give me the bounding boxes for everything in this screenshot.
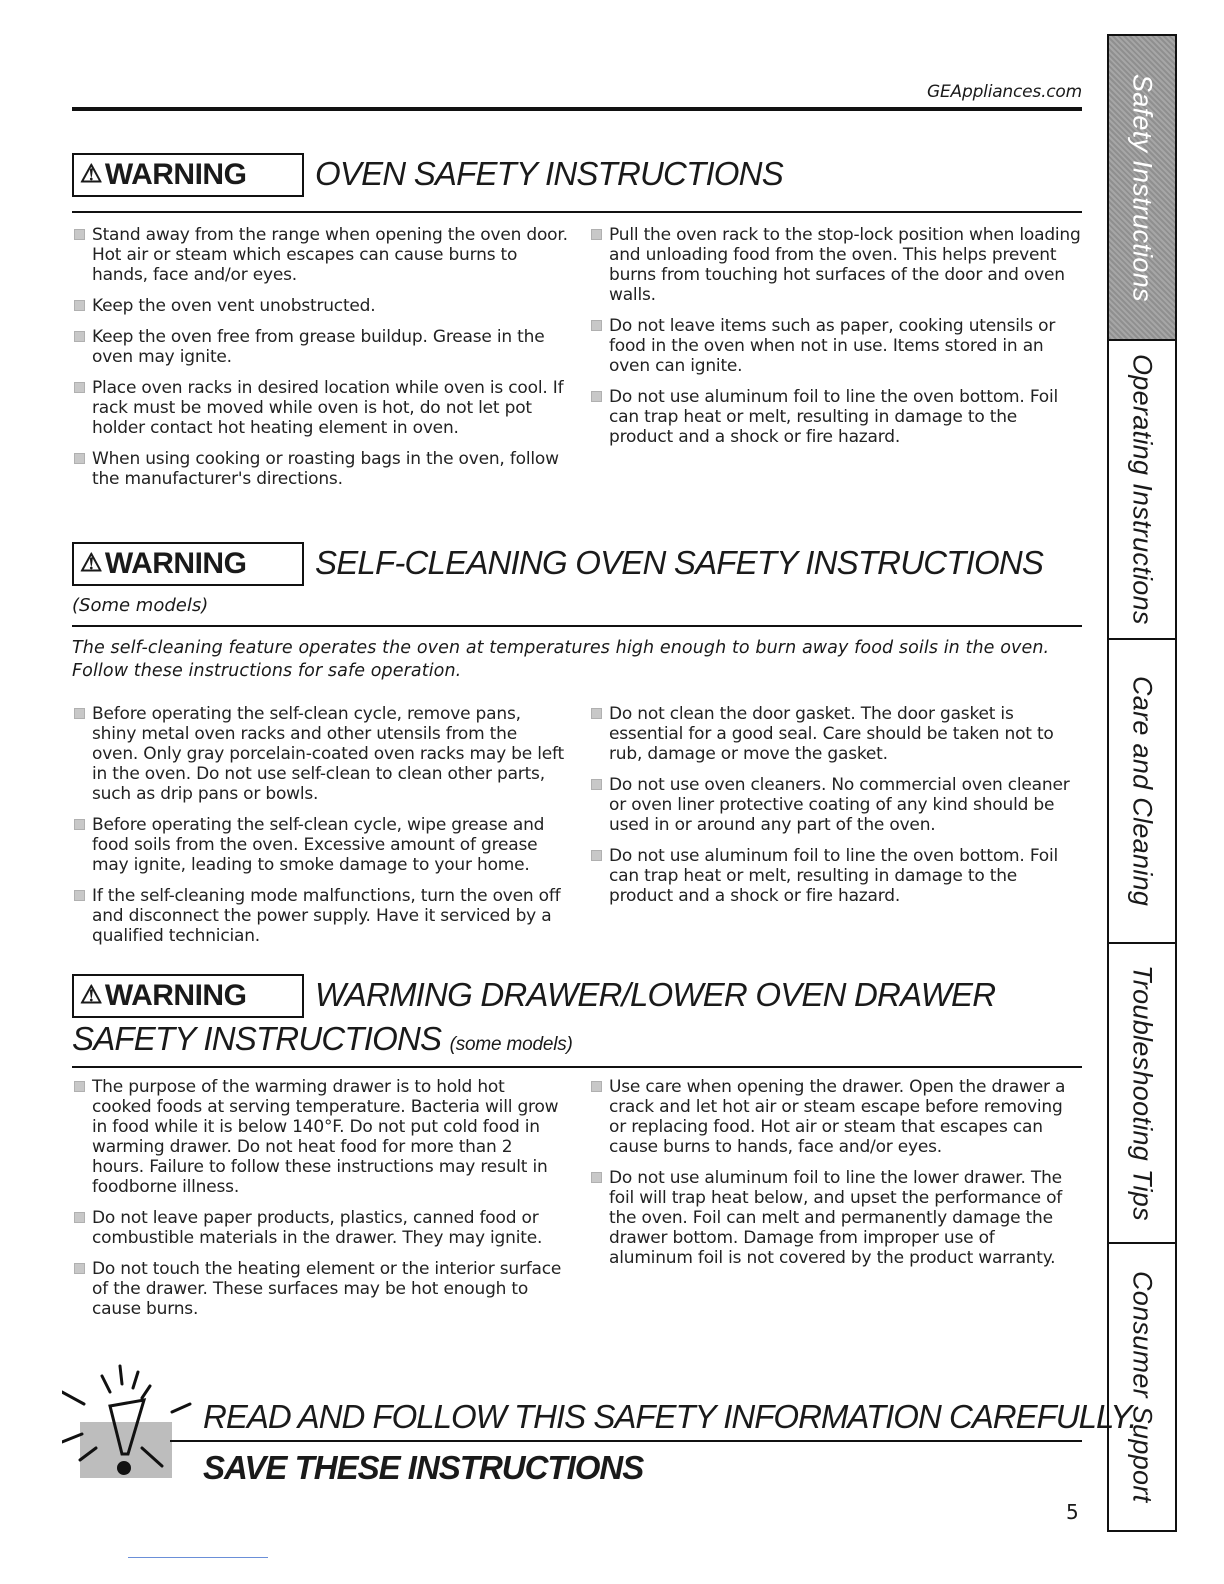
list-item bbox=[72, 704, 564, 804]
tab-safety-instructions[interactable] bbox=[1109, 36, 1175, 339]
bullet-icon bbox=[591, 391, 602, 402]
bullet-icon bbox=[591, 779, 602, 790]
side-tab-bar bbox=[1107, 34, 1177, 1532]
bullet-icon bbox=[74, 331, 85, 342]
bullet-icon bbox=[74, 1263, 85, 1274]
bullet-icon bbox=[74, 453, 85, 464]
drawer-title2-text: SAFETY INSTRUCTIONS bbox=[72, 1020, 442, 1057]
list-item-text: Place oven racks in desired location while oven is cool. If rack must be moved while oven is hot, do not let pot holder contact hot heating element in oven. bbox=[92, 378, 564, 438]
bullet-icon bbox=[591, 320, 602, 331]
warning-label bbox=[72, 153, 304, 197]
list-item-text: Before operating the self-clean cycle, remove pans, shiny metal oven racks and other utensils from the oven. Only gray porcelain-coated oven racks may be left in the oven. Do not use self-clean to clean other parts, such as drip pans or bowls. bbox=[92, 704, 564, 804]
list-item bbox=[589, 775, 1081, 835]
tab-consumer-support[interactable] bbox=[1109, 1244, 1175, 1530]
list-item-text: Before operating the self-clean cycle, wipe grease and food soils from the oven. Excessive amount of grease may ignite, leading to smoke damage to your home. bbox=[92, 815, 545, 875]
list-item-text: Do not leave paper products, plastics, canned food or combustible materials in the drawer. They may ignite. bbox=[92, 1208, 543, 1248]
list-item bbox=[72, 815, 564, 875]
section-rule bbox=[72, 1066, 1082, 1068]
list-item-text: If the self-cleaning mode malfunctions, turn the oven off and disconnect the power supply. Have it serviced by a qualified technician. bbox=[92, 886, 561, 946]
bullet-icon bbox=[74, 300, 85, 311]
list-item-text: Stand away from the range when opening the oven door. Hot air or steam which escapes can cause burns to hands, face and/or eyes. bbox=[92, 225, 568, 285]
list-item bbox=[72, 327, 570, 367]
warning-text: WARNING bbox=[104, 979, 247, 1012]
section-rule bbox=[72, 625, 1082, 627]
list-item-text: Do not use aluminum foil to line the oven bottom. Foil can trap heat or melt, resulting in damage to the product and a shock or fire hazard. bbox=[609, 387, 1059, 447]
list-item bbox=[72, 296, 570, 316]
warning-label bbox=[72, 542, 304, 586]
list-item bbox=[72, 1208, 564, 1248]
self-clean-intro: The self-cleaning feature operates the oven at temperatures high enough to burn away food soils in the oven. Follow these instructions for safe operation. bbox=[72, 638, 1050, 681]
list-item bbox=[72, 1077, 564, 1197]
tab-label: Care and Cleaning bbox=[1127, 675, 1158, 907]
warning-label bbox=[72, 974, 304, 1018]
tab-label: Safety Instructions bbox=[1127, 73, 1158, 302]
read-follow-heading: READ AND FOLLOW THIS SAFETY INFORMATION CAREFULLY. bbox=[203, 1398, 1137, 1435]
list-item-text: Do not use aluminum foil to line the oven bottom. Foil can trap heat or melt, resulting in damage to the product and a shock or fire hazard. bbox=[609, 846, 1059, 906]
bullet-icon bbox=[591, 229, 602, 240]
bullet-icon bbox=[74, 1212, 85, 1223]
tab-label: Troubleshooting Tips bbox=[1127, 965, 1158, 1221]
self-clean-left-column bbox=[72, 704, 564, 957]
list-item-text: Pull the oven rack to the stop-lock position when loading and unloading food from the oven. This helps prevent burns from touching hot surfaces of the door and oven walls. bbox=[609, 225, 1081, 305]
warning-triangle-icon: ⚠ bbox=[80, 549, 102, 577]
header-rule bbox=[72, 107, 1082, 111]
warning-triangle-icon: ⚠ bbox=[80, 160, 102, 188]
oven-right-column bbox=[589, 225, 1081, 458]
bullet-icon bbox=[591, 708, 602, 719]
list-item-text: When using cooking or roasting bags in the oven, follow the manufacturer's directions. bbox=[92, 449, 559, 489]
bullet-icon bbox=[591, 850, 602, 861]
bullet-icon bbox=[74, 708, 85, 719]
oven-safety-title: OVEN SAFETY INSTRUCTIONS bbox=[315, 155, 783, 192]
list-item-text: Do not touch the heating element or the interior surface of the drawer. These surfaces may be hot enough to cause burns. bbox=[92, 1259, 562, 1319]
self-clean-right-column bbox=[589, 704, 1081, 917]
oven-left-column bbox=[72, 225, 570, 500]
list-item bbox=[589, 225, 1081, 305]
bullet-icon bbox=[74, 890, 85, 901]
list-item bbox=[589, 846, 1081, 906]
list-item bbox=[72, 225, 570, 285]
bullet-icon bbox=[74, 382, 85, 393]
list-item bbox=[72, 378, 570, 438]
list-item bbox=[589, 316, 1081, 376]
self-clean-note: (Some models) bbox=[72, 595, 209, 616]
bullet-icon bbox=[591, 1172, 602, 1183]
list-item-text: Keep the oven free from grease buildup. Grease in the oven may ignite. bbox=[92, 327, 545, 367]
warning-text: WARNING bbox=[104, 158, 247, 191]
tab-label: Consumer Support bbox=[1127, 1271, 1158, 1503]
drawer-left-column bbox=[72, 1077, 564, 1330]
list-item-text: Do not clean the door gasket. The door gasket is essential for a good seal. Care should be taken not to rub, damage or move the gasket. bbox=[609, 704, 1054, 764]
caution-exclamation-icon bbox=[62, 1362, 198, 1482]
list-item bbox=[72, 449, 570, 489]
section-rule bbox=[72, 211, 1082, 213]
list-item bbox=[589, 387, 1081, 447]
list-item bbox=[72, 886, 564, 946]
tab-operating-instructions[interactable] bbox=[1109, 341, 1175, 638]
site-url: GEAppliances.com bbox=[927, 82, 1082, 102]
list-item bbox=[72, 1259, 564, 1319]
list-item-text: Use care when opening the drawer. Open the drawer a crack and let hot air or steam escape before removing or replacing food. Hot air or steam that escapes can cause burns to hands, face and/or eyes. bbox=[609, 1077, 1066, 1157]
list-item-text: Do not use oven cleaners. No commercial oven cleaner or oven liner protective coating of any kind should be used in or around any part of the oven. bbox=[609, 775, 1070, 835]
scan-artifact-line bbox=[128, 1557, 268, 1558]
warning-triangle-icon: ⚠ bbox=[80, 981, 102, 1009]
footer-rule bbox=[170, 1440, 1082, 1442]
drawer-title: WARMING DRAWER/LOWER OVEN DRAWER bbox=[315, 976, 996, 1013]
drawer-title2-note: (some models) bbox=[449, 1034, 573, 1055]
drawer-right-column bbox=[589, 1077, 1081, 1279]
self-clean-title: SELF-CLEANING OVEN SAFETY INSTRUCTIONS bbox=[315, 544, 1044, 581]
list-item bbox=[589, 1168, 1081, 1268]
tab-care-and-cleaning[interactable] bbox=[1109, 640, 1175, 942]
list-item-text: The purpose of the warming drawer is to hold hot cooked foods at serving temperature. Bacteria will grow in food while it is below 140°F. Do not put cold food in warming drawer. Do not heat food for more than 2 hours. Failure to follow these instructions may result in foodborne illness. bbox=[92, 1077, 559, 1197]
bullet-icon bbox=[74, 819, 85, 830]
bullet-icon bbox=[74, 229, 85, 240]
list-item bbox=[589, 704, 1081, 764]
list-item-text: Keep the oven vent unobstructed. bbox=[92, 296, 376, 316]
bullet-icon bbox=[591, 1081, 602, 1092]
drawer-title-line2 bbox=[72, 1020, 573, 1058]
list-item-text: Do not leave items such as paper, cooking utensils or food in the oven when not in use. Items stored in an oven can ignite. bbox=[609, 316, 1056, 376]
save-instructions-heading: SAVE THESE INSTRUCTIONS bbox=[203, 1449, 644, 1486]
list-item bbox=[589, 1077, 1081, 1157]
warning-text: WARNING bbox=[104, 547, 247, 580]
list-item-text: Do not use aluminum foil to line the lower drawer. The foil will trap heat below, and upset the performance of the oven. Foil can melt and permanently damage the drawer bottom. Damage from improper use of aluminum foil is not covered by the product warranty. bbox=[609, 1168, 1063, 1268]
bullet-icon bbox=[74, 1081, 85, 1092]
page-number: 5 bbox=[1066, 1500, 1079, 1524]
tab-troubleshooting-tips[interactable] bbox=[1109, 944, 1175, 1242]
tab-label: Operating Instructions bbox=[1127, 354, 1158, 625]
